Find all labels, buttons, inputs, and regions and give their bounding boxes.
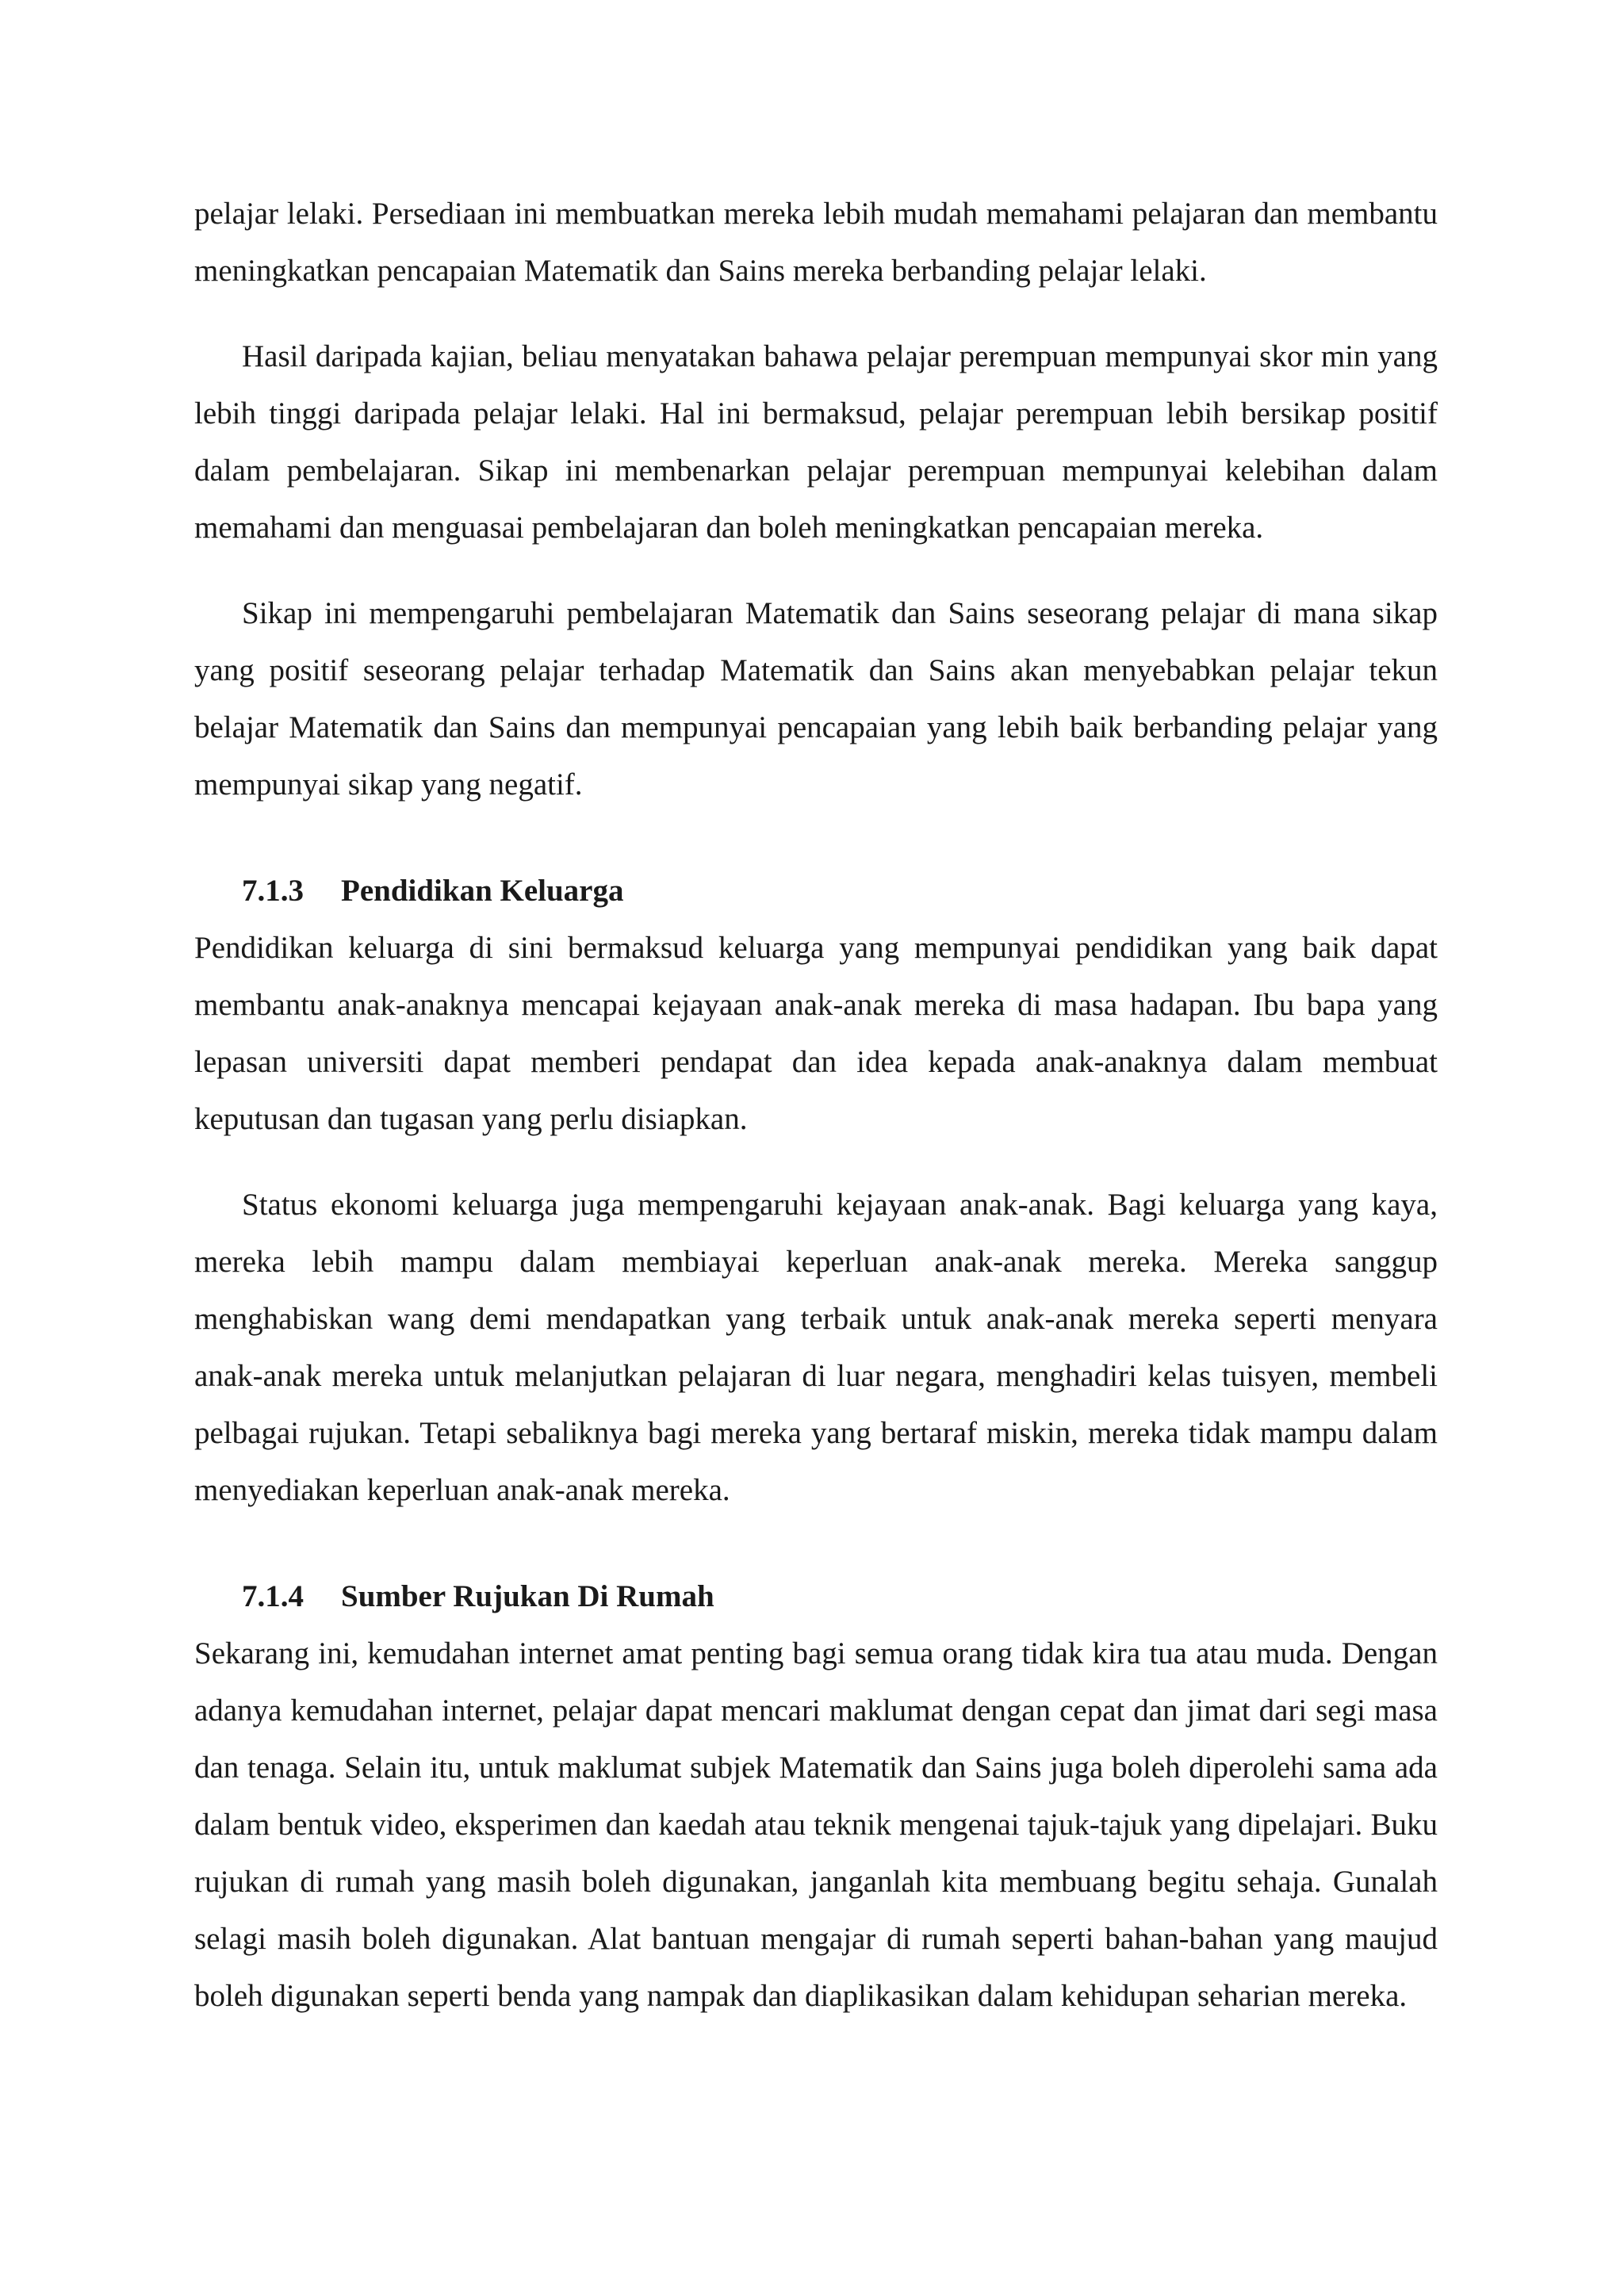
section-heading bbox=[194, 863, 1438, 920]
body-paragraph: Status ekonomi keluarga juga mempengaruhi kejayaan anak-anak. Bagi keluarga yang kaya, mereka lebih mampu dalam membiayai keperluan anak-anak mereka. Mereka sanggup menghabiskan wang demi mendapatkan yang terbaik untuk anak-anak mereka seperti menyara anak-anak mereka untuk melanjutkan pelajaran di luar negara, menghadiri kelas tuisyen, membeli pelbagai rujukan. Tetapi sebaliknya bagi mereka yang bertaraf miskin, mereka tidak mampu dalam menyediakan keperluan anak-anak mereka. bbox=[194, 1188, 1438, 1507]
section-number: 7.1.4 bbox=[242, 1579, 304, 1613]
body-paragraph: Sikap ini mempengaruhi pembelajaran Matematik dan Sains seseorang pelajar di mana sikap yang positif seseorang pelajar terhadap Matematik dan Sains akan menyebabkan pelajar tekun belajar Matematik dan Sains dan mempunyai pencapaian yang lebih baik berbanding pelajar yang mempunyai sikap yang negatif. bbox=[194, 596, 1438, 802]
section-title: Sumber Rujukan Di Rumah bbox=[341, 1579, 714, 1613]
body-paragraph: Pendidikan keluarga di sini bermaksud keluarga yang mempunyai pendidikan yang baik dapat membantu anak-anaknya mencapai kejayaan anak-anak mereka di masa hadapan. Ibu bapa yang lepasan universiti dapat memberi pendapat dan idea kepada anak-anaknya dalam membuat keputusan dan tugasan yang perlu disiapkan. bbox=[194, 931, 1438, 1136]
body-paragraph: Hasil daripada kajian, beliau menyatakan bahawa pelajar perempuan mempunyai skor min yang lebih tinggi daripada pelajar lelaki. Hal ini bermaksud, pelajar perempuan lebih bersikap positif dalam pembelajaran. Sikap ini membenarkan pelajar perempuan mempunyai kelebihan dalam memahami dan menguasai pembelajaran dan boleh meningkatkan pencapaian mereka. bbox=[194, 339, 1438, 545]
section-heading bbox=[194, 1568, 1438, 1625]
section-title: Pendidikan Keluarga bbox=[341, 874, 624, 908]
page-content bbox=[194, 186, 1438, 2025]
body-paragraph: pelajar lelaki. Persediaan ini membuatkan mereka lebih mudah memahami pelajaran dan membantu meningkatkan pencapaian Matematik dan Sains mereka berbanding pelajar lelaki. bbox=[194, 197, 1438, 288]
body-paragraph: Sekarang ini, kemudahan internet amat penting bagi semua orang tidak kira tua atau muda. Dengan adanya kemudahan internet, pelajar dapat mencari maklumat dengan cepat dan jimat dari segi masa dan tenaga. Selain itu, untuk maklumat subjek Matematik dan Sains juga boleh diperolehi sama ada dalam bentuk video, eksperimen dan kaedah atau teknik mengenai tajuk-tajuk yang dipelajari. Buku rujukan di rumah yang masih boleh digunakan, janganlah kita membuang begitu sehaja. Gunalah selagi masih boleh digunakan. Alat bantuan mengajar di rumah seperti bahan-bahan yang maujud boleh digunakan seperti benda yang nampak dan diaplikasikan dalam kehidupan seharian mereka. bbox=[194, 1636, 1438, 2013]
section-number: 7.1.3 bbox=[242, 874, 304, 908]
